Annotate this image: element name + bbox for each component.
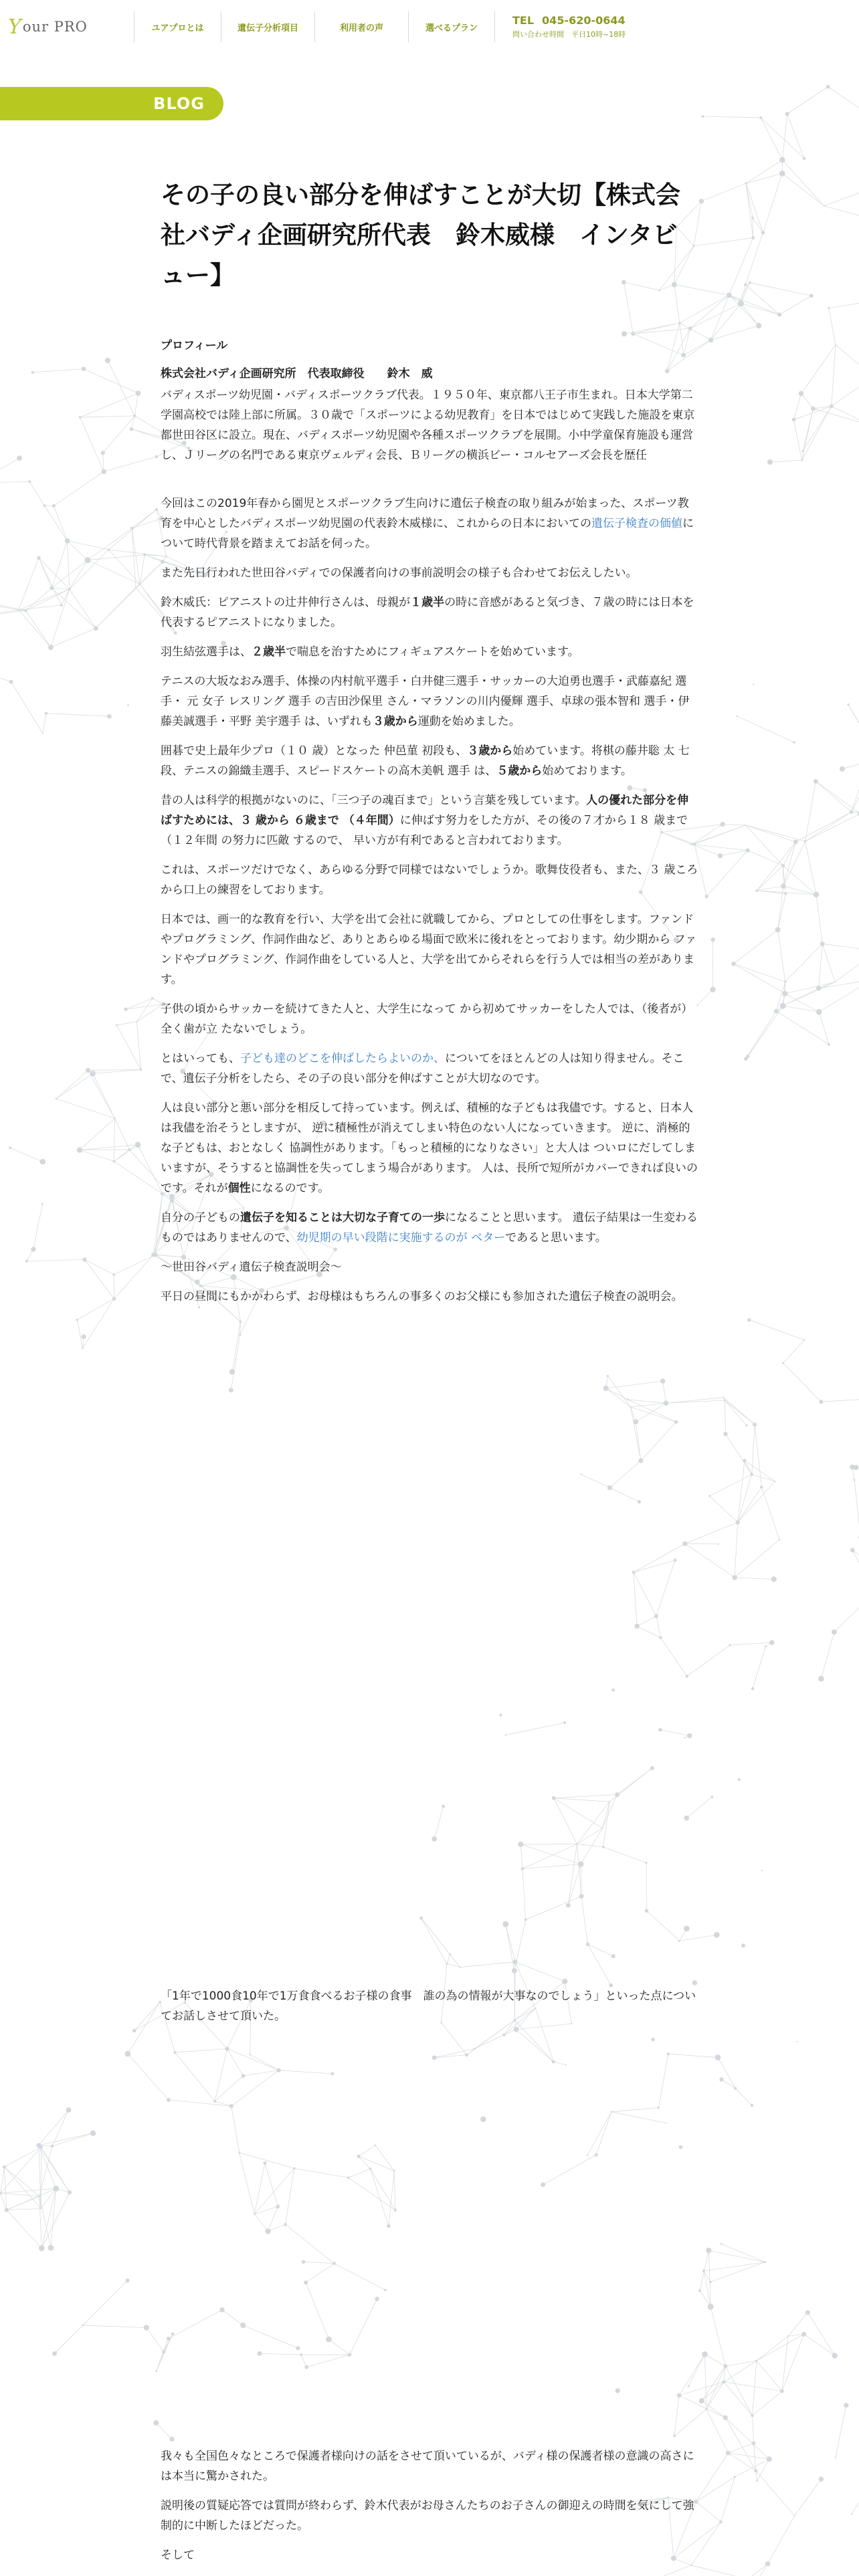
paragraph: これは、スポーツだけでなく、あらゆる分野で同様ではないでしょうか。歌舞伎役者も、また、３ 歳ころから口上の練習をしております。 — [161, 863, 698, 897]
paragraph: 人は良い部分と悪い部分を相反して持っています。例えば、積極的な子どもは我儘です。すると、日本人は我儘を治そうとしますが、 逆に積極性が消えてしまい特色のない人になっていきます。 逆に、消極的 な子どもは、おとなしく 協調性があります。「もっと積極的になりなさい」と大人は ついロにだしてしまいますが、そうすると協調性を失ってしまう場合があります。 人は、長所で短所がカバーできれば良いのです。それが個性になるのです。 — [161, 1101, 698, 1195]
article-block-3 — [161, 2446, 698, 2575]
section-subheading: ～世田谷バディ遺伝子検査説明会～ — [161, 1261, 342, 1274]
main-nav — [134, 0, 495, 53]
paragraph: テニスの大坂なおみ選手、体操の内村航平選手・白井健三選手・サッカーの大迫勇也選手・武藤嘉紀 選手・ 元 女子 レスリング 選手 の吉田沙保里 さん・マラソンの川内優輝 選手、卓球の張本智和 選手・伊藤美誠選手・平野 美宇選手 は、いずれも３歳から運動を始めました。 — [161, 675, 690, 728]
bio-paragraph: バディスポーツ幼児園・バディスポーツクラブ代表。１９５０年、東京都八王子市生まれ。日本大学第二学園高校では陸上部に所属。３０歳で「スポーツによる幼児教育」を日本ではじめて実践した施設を東京都世田谷区に設立。現在、バディスポーツ幼児園や各種スポーツクラブを展開。小中学童保育施設も運営し、Ｊリーグの名門である東京ヴェルディ会長、Ｂリーグの横浜ビー・コルセアーズ会長を歴任 — [161, 389, 695, 462]
paragraph: 我々も全国色々なところで保護者様向けの話をさせて頂いているが、バディ様の保護者様の意識の高さには本当に驚かされた。 — [161, 2450, 694, 2483]
paragraph: また先日行われた世田谷バディでの保護者向けの事前説明会の様子も合わせてお伝えしたい。 — [161, 566, 638, 580]
which-part-link[interactable]: 子ども達のどこを伸ばしたらよいのか、 — [240, 1052, 445, 1065]
blog-ribbon: BLOG — [0, 87, 223, 120]
gene-test-value-link[interactable]: 遺伝子検査の価値 — [591, 517, 682, 530]
tel-hours: 問い合わせ時間 平日10時~18時 — [512, 30, 626, 39]
paragraph: とはいっても、子ども達のどこを伸ばしたらよいのか、についてをほとんどの人は知り得ません。そこで、遺伝子分析をしたら、その子の良い部分を伸ばすことが大切なのです。 — [161, 1052, 684, 1085]
logo-mark: Y — [8, 15, 21, 39]
tel-info[interactable] — [495, 0, 641, 53]
nav-item-user-voices[interactable]: 利用者の声 — [314, 11, 408, 42]
article-block-2 — [161, 1986, 698, 2036]
nav-item-plans[interactable]: 選べるプラン — [408, 11, 495, 42]
logo-text: our PRO — [22, 19, 88, 35]
company-line: 株式会社バディ企画研究所 代表取締役 鈴木 威 — [161, 367, 433, 381]
profile-heading: プロフィール — [161, 339, 228, 352]
tel-label: TEL — [512, 14, 535, 27]
article-title: その子の良い部分を伸ばすことが大切【株式会社バディ企画研究所代表 鈴木威様 インタビュー】 — [161, 181, 680, 290]
paragraph: 説明後の質疑応答では質問が終わらず、鈴木代表がお母さんたちのお子さんの御迎えの時間を気にして強制的に中断したほどだった。 — [161, 2499, 694, 2533]
article — [161, 175, 698, 1316]
paragraph: 今回はこの2019年春から園児とスポーツクラブ生向けに遺伝子検査の取り組みが始まった、スポーツ教育を中心としたバディスポーツ幼児園の代表鈴木威様に、これからの日本においての遺伝子検査の価値について時代背景を踏まえてお話を伺った。 — [161, 497, 694, 550]
quote-paragraph: 「1年で1000食10年で1万食食べるお子様の食事 誰の為の情報が大事なのでしょう」といった点についてお話しさせて頂いた。 — [161, 1990, 696, 2023]
paragraph: 自分の子どもの遺伝子を知ることは大切な子育ての一歩になることと思います。 遺伝子結果は一生変わるものではありませんので、幼児期の早い段階に実施するのが ベターであると思います。 — [161, 1211, 698, 1245]
paragraph: 昔の人は科学的根拠がないのに、「三つ子の魂百まで」という言葉を残しています。人の優れた部分を伸ばすためには、３ 歳から ６歳まで （４年間）に伸ばす努力をした方が、その後の７才から１８ 歳まで （１２年間 の努力に匹敵 するので、 早い方が有利であると言われております。 — [161, 794, 689, 847]
early-stage-link[interactable]: 幼児期の早い段階に実施するのが ベター — [296, 1231, 506, 1245]
tel-number: 045-620-0644 — [542, 14, 626, 27]
site-header — [0, 0, 859, 53]
paragraph: 羽生結弦選手は、２歳半で喘息を治すためにフィギュアスケートを始めています。 — [161, 645, 579, 659]
site-logo[interactable] — [0, 0, 134, 53]
paragraph: 日本では、画一的な教育を行い、大学を出て会社に就職してから、プロとしての仕事をします。ファンドやプログラミング、作詞作曲など、ありとあらゆる場面で欧米に後れをとっております。幼少期から ファンドやプログラミング、作詞作曲をしている人と、大学を出てからそれらを行う人では相当の差があります。 — [161, 913, 697, 986]
paragraph: 平日の昼間にもかかわらず、お母様はもちろんの事多くのお父様にも参加された遺伝子検査の説明会。 — [161, 1290, 683, 1303]
paragraph: 鈴木威氏：ピアニストの辻井伸行さんは、母親が１歳半の時に音感があると気づき、７歳の時には日本を代表するピアニストになりました。 — [161, 596, 694, 629]
nav-item-gene-items[interactable]: 遺伝子分析項目 — [221, 11, 314, 42]
paragraph: 囲碁で史上最年少プロ（１０ 歳）となった 仲邑菫 初段も、３歳から始めています。将棋の藤井聡 太 七段、テニスの錦織圭選手、スピードスケートの高木美帆 選手 は、５歳から始めております。 — [161, 744, 690, 778]
nav-item-about[interactable]: ユアプロとは — [134, 11, 221, 42]
paragraph: 子供の頃からサッカーを続けてきた人と、大学生になって から初めてサッカーをした人では、（後者が）全く歯が立 たないでしょう。 — [161, 1002, 693, 1036]
paragraph: そして — [161, 2549, 195, 2562]
